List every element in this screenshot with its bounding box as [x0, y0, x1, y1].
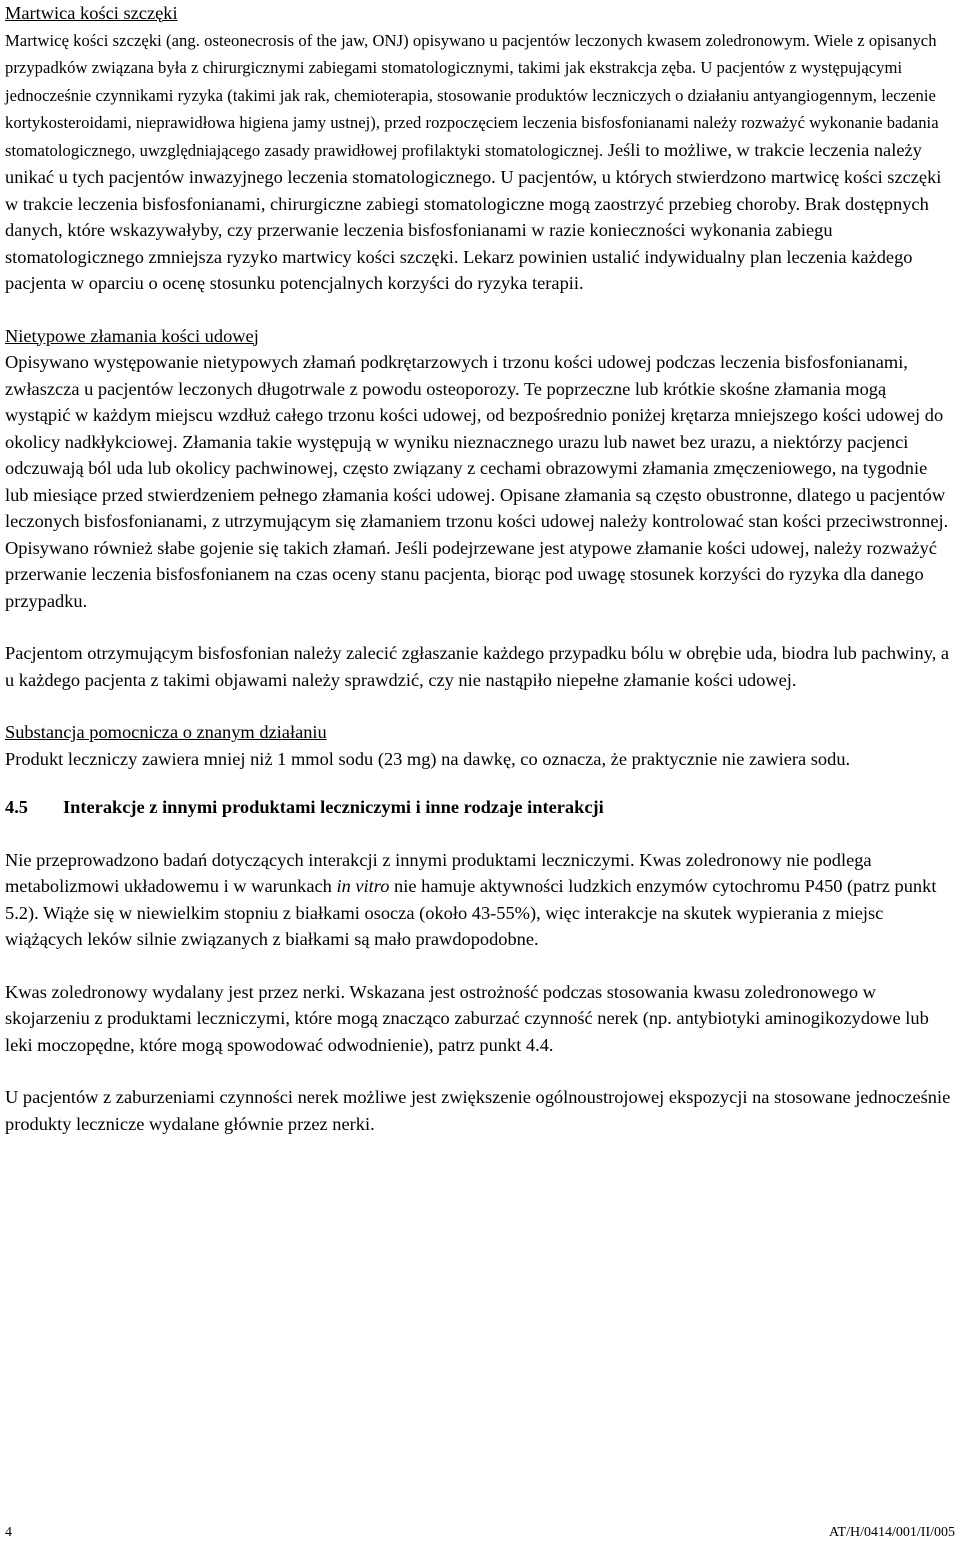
paragraph-interactions-1-after: nie hamuje aktywności ludzkich enzymów cytochromu P450 (patrz punkt 5.2). Wiąże się w niewielkim stopniu z białkami osocza (około 43-55%), więc interakcje na skutek wypierania z miejsc wiążących leków silnie związanych z białkami są mało prawdopodobne. — [5, 876, 937, 949]
section-heading-interactions — [5, 794, 955, 821]
paragraph-interactions-1-before: Nie przeprowadzono badań dotyczących interakcji z innymi produktami leczniczymi. Kwas zoledronowy nie podlega metabolizmowi układowemu i w warunkach — [5, 849, 872, 896]
section-heading-excipient: Substancja pomocnicza o znanym działaniu — [5, 722, 327, 742]
document-code: AT/H/0414/001/II/005 — [829, 1525, 955, 1540]
section-number: 4.5 — [5, 797, 28, 817]
paragraph-onj-part-b: Jeśli to możliwe, w trakcie leczenia należy unikać u tych pacjentów inwazyjnego leczenia stomatologicznego. U pacjentów, u których stwierdzono martwicę kości szczęki w trakcie leczenia bisfosfonianami, chirurgiczne zabiegi stomatologiczne mogą zaostrzyć przebieg choroby. Brak dostępnych danych, które wskazywałyby, czy przerwanie leczenia bisfosfonianami w razie konieczności wykonania zabiegu stomatologicznego zmniejsza ryzyko martwicy kości szczęki. Lekarz powinien ustalić indywidualny plan leczenia każdego pacjenta w oparciu o ocenę stosunku potencjalnych korzyści do ryzyka terapii. — [5, 139, 942, 293]
section-heading-fractures: Nietypowe złamania kości udowej — [5, 325, 259, 346]
page-number: 4 — [5, 1525, 12, 1540]
section-title: Interakcje z innymi produktami leczniczymi i inne rodzaje interakcji — [63, 797, 604, 817]
paragraph-onj — [5, 27, 955, 297]
paragraph-interactions-1 — [5, 847, 955, 953]
paragraph-onj-part-a: Martwicę kości szczęki (ang. osteonecrosis of the jaw, ONJ) opisywano u pacjentów leczonych kwasem zoledronowym. Wiele z opisanych przypadków związana była z chirurgicznymi zabiegami stomatologicznymi, takimi jak ekstrakcja zęba. U pacjentów z występującymi jednocześnie czynnikami ryzyka (takimi jak rak, chemioterapia, stosowanie produktów leczniczych o działaniu antyangiogennym, leczenie kortykosteroidami, nieprawidłowa higiena jamy ustnej), przed rozpoczęciem leczenia bisfosfonianami należy rozważyć wykonanie badania stomatologicznego, uwzględniającego zasady prawidłowej profilaktyki stomatologicznej. — [5, 30, 939, 160]
paragraph-excipient: Produkt leczniczy zawiera mniej niż 1 mmol sodu (23 mg) na dawkę, co oznacza, że praktycznie nie zawiera sodu. — [5, 748, 851, 769]
paragraph-fractures-2: Pacjentom otrzymującym bisfosfonian należy zalecić zgłaszanie każdego przypadku bólu w obrębie uda, biodra lub pachwiny, a u każdego pacjenta z takimi objawami należy sprawdzić, czy nie nastąpiło niepełne złamanie kości udowej. — [5, 643, 950, 690]
paragraph-interactions-1-italic: in vitro — [336, 876, 390, 896]
paragraph-interactions-2: Kwas zoledronowy wydalany jest przez nerki. Wskazana jest ostrożność podczas stosowania kwasu zoledronowego w skojarzeniu z produktami leczniczymi, które mogą znacząco zaburzać czynność nerek (np. antybiotyki aminogikozydowe lub leki moczopędne, które mogą spowodować odwodnienie), patrz punkt 4.4. — [5, 981, 929, 1055]
page-footer — [5, 1524, 955, 1542]
paragraph-interactions-3: U pacjentów z zaburzeniami czynności nerek możliwe jest zwiększenie ogólnoustrojowej ekspozycji na stosowane jednocześnie produkty lecznicze wydalane głównie przez nerki. — [5, 1087, 951, 1134]
document-body — [5, 0, 955, 1137]
paragraph-fractures-1: Opisywano występowanie nietypowych złamań podkrętarzowych i trzonu kości udowej podczas leczenia bisfosfonianami, zwłaszcza u pacjentów leczonych długotrwale z powodu osteoporozy. Te poprzeczne lub krótkie skośne złamania mogą wystąpić w każdym miejscu wzdłuż całego trzonu kości udowej, od bezpośrednio poniżej krętarza mniejszego kości udowej do okolicy nadkłykciowej. Złamania takie występują w wyniku nieznacznego urazu lub nawet bez urazu, a niektórzy pacjenci odczuwają ból uda lub okolicy pachwinowej, często związany z cechami obrazowymi złamania zmęczeniowego, na tygodnie lub miesiące przed stwierdzeniem pełnego złamania kości udowej. Opisane złamania są często obustronne, dlatego u pacjentów leczonych bisfosfonianami, z utrzymującym się złamaniem trzonu kości udowej należy kontrolować stan kości przeciwstronnej. Opisywano również słabe gojenie się takich złamań. Jeśli podejrzewane jest atypowe złamanie kości udowej, należy rozważyć przerwanie leczenia bisfosfonianem na czas oceny stanu pacjenta, biorąc pod uwagę stosunek korzyści do ryzyka dla danego przypadku. — [5, 352, 949, 611]
section-heading-onj: Martwica kości szczęki — [5, 3, 178, 23]
